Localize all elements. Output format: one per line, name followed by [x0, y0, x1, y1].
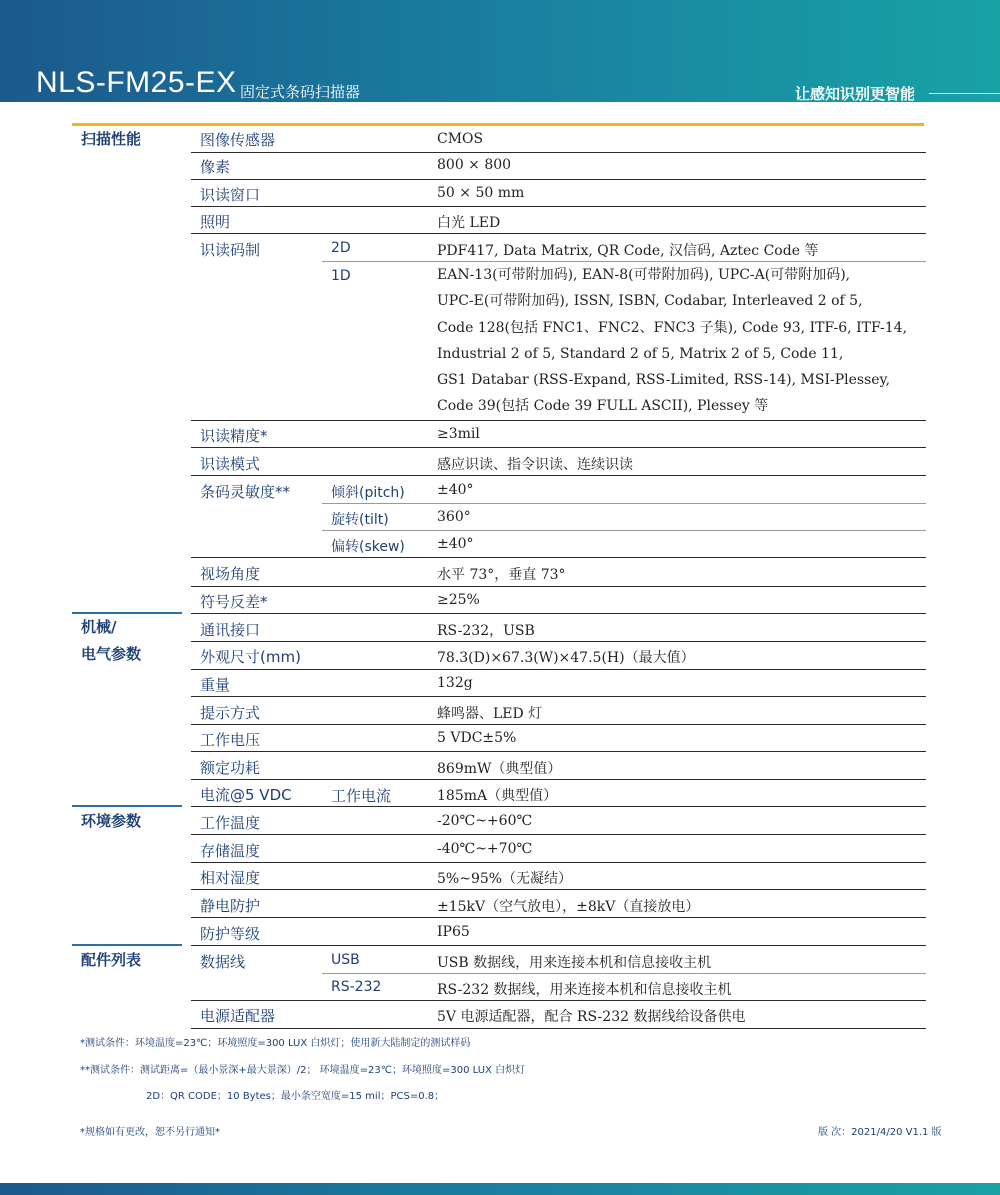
spec-label: 外观尺寸(mm) [200, 648, 301, 666]
spec-value-line: EAN-13(可带附加码), EAN-8(可带附加码), UPC-A(可带附加码), [437, 267, 851, 283]
disclaimer: *规格如有更改，恕不另行通知* [80, 1127, 220, 1138]
spec-label: 识读窗口 [200, 186, 261, 204]
spec-value: ≥3mil [437, 426, 480, 442]
spec-sublabel: 工作电流 [331, 787, 392, 805]
category-mechanical-2: 电气参数 [81, 645, 142, 663]
spec-value: -40℃~+70℃ [437, 841, 533, 857]
spec-value: 132g [437, 675, 473, 691]
spec-value: PDF417, Data Matrix, QR Code, 汉信码, Aztec Code 等 [437, 243, 819, 259]
spec-value-line: GS1 Databar (RSS-Expand, RSS-Limited, RSS-14), MSI-Plessey, [437, 372, 891, 389]
row-line [191, 696, 926, 725]
spec-label: 识读模式 [200, 455, 261, 473]
spec-value: 蜂鸣器、LED 灯 [437, 706, 543, 722]
spec-value: IP65 [437, 924, 470, 940]
spec-label: 数据线 [200, 953, 246, 971]
spec-value: 白光 LED [437, 215, 501, 231]
spec-value: RS-232，USB [437, 623, 535, 639]
spec-value: 感应识读、指令识读、连续识读 [437, 457, 633, 473]
footnote-1: *测试条件：环境温度=23℃；环境照度=300 LUX 白炽灯；使用新大陆制定的测试样码 [80, 1038, 471, 1049]
row-line [322, 475, 926, 504]
spec-value: 185mA（典型值） [437, 788, 558, 804]
spec-label: 提示方式 [200, 704, 261, 722]
category-scan: 扫描性能 [81, 130, 142, 148]
footer-bar [0, 1183, 1000, 1195]
spec-value-line: Industrial 2 of 5, Standard 2 of 5, Matrix 2 of 5, Code 11, [437, 345, 844, 362]
product-model: NLS-FM25-EX [36, 66, 237, 99]
slogan: 让感知识别更智能 [795, 85, 916, 103]
spec-label: 照明 [200, 213, 231, 231]
spec-label: 静电防护 [200, 897, 261, 915]
spec-label: 相对湿度 [200, 869, 261, 887]
spec-sublabel: RS-232 [331, 979, 382, 995]
footnote-2: **测试条件：测试距离=（最小景深+最大景深）/2； 环境温度=23℃；环境照度=300 LUX 白炽灯 [80, 1065, 526, 1076]
footnote-3: 2D：QR CODE；10 Bytes；最小条空宽度=15 mil；PCS=0.8； [146, 1091, 445, 1102]
spec-value: 800 × 800 [437, 157, 512, 173]
row-line [322, 503, 926, 531]
spec-sublabel: 旋转(tilt) [331, 512, 389, 528]
spec-sublabel: 倾斜(pitch) [331, 485, 405, 501]
spec-value: -20℃~+60℃ [437, 813, 533, 829]
spec-value: 水平 73°，垂直 73° [437, 567, 566, 583]
spec-label: 图像传感器 [200, 131, 276, 149]
spec-sublabel: 偏转(skew) [331, 539, 405, 555]
row-line [191, 586, 926, 614]
spec-label: 额定功耗 [200, 759, 261, 777]
spec-value: ±40° [437, 482, 474, 498]
spec-value: 50 × 50 mm [437, 185, 525, 201]
spec-label: 重量 [200, 676, 231, 694]
spec-label: 视场角度 [200, 565, 261, 583]
spec-value-1d [437, 262, 917, 420]
row-line [191, 126, 926, 153]
row-line [191, 779, 926, 807]
spec-label: 识读码制 [200, 241, 261, 259]
spec-label: 防护等级 [200, 925, 261, 943]
row-line [191, 724, 926, 752]
category-accessories: 配件列表 [81, 951, 142, 969]
spec-value: 5V 电源适配器，配合 RS-232 数据线给设备供电 [437, 1009, 746, 1025]
spec-label: 工作温度 [200, 814, 261, 832]
spec-value: 5%~95%（无凝结） [437, 871, 573, 887]
version-info: 版 次：2021/4/20 V1.1 版 [818, 1127, 942, 1138]
row-line [191, 917, 926, 946]
spec-label: 识读精度* [200, 427, 268, 445]
category-environment: 环境参数 [81, 812, 142, 830]
product-description: 固定式条码扫描器 [240, 83, 361, 101]
row-line [191, 669, 926, 697]
spec-sublabel: USB [331, 952, 360, 968]
category-divider [72, 944, 182, 946]
row-line [191, 420, 926, 448]
spec-value: 360° [437, 509, 471, 525]
row-line [191, 613, 926, 642]
spec-sublabel: 2D [331, 240, 351, 256]
slogan-line [929, 93, 1000, 94]
spec-value: ≥25% [437, 592, 480, 608]
spec-value-line: Code 39(包括 Code 39 FULL ASCII), Plessey 等 [437, 398, 769, 415]
row-line [191, 179, 926, 207]
row-line [191, 530, 926, 558]
spec-value: 5 VDC±5% [437, 730, 517, 746]
spec-value: 78.3(D)×67.3(W)×47.5(H)（最大值） [437, 650, 695, 666]
spec-label: 存储温度 [200, 842, 261, 860]
spec-label: 通讯接口 [200, 621, 261, 639]
row-line [191, 806, 926, 835]
spec-value-line: UPC-E(可带附加码), ISSN, ISBN, Codabar, Interleaved 2 of 5, [437, 293, 863, 310]
spec-value: 869mW（典型值） [437, 761, 562, 777]
row-line [191, 834, 926, 863]
spec-label: 电源适配器 [200, 1007, 276, 1025]
spec-value-line: Code 128(包括 FNC1、FNC2、FNC3 子集), Code 93, ITF-6, ITF-14, [437, 319, 908, 336]
spec-value: CMOS [437, 131, 484, 147]
category-divider [72, 805, 182, 807]
row-line [191, 206, 926, 234]
spec-label: 符号反差* [200, 593, 268, 611]
spec-label: 工作电压 [200, 731, 261, 749]
spec-label: 条码灵敏度** [200, 483, 291, 501]
category-mechanical-1: 机械/ [81, 618, 117, 636]
spec-label: 电流@5 VDC [200, 786, 292, 804]
spec-value: ±15kV（空气放电），±8kV（直接放电） [437, 899, 700, 915]
spec-value: ±40° [437, 536, 474, 552]
row-line [191, 152, 926, 180]
spec-value: RS-232 数据线，用来连接本机和信息接收主机 [437, 982, 732, 998]
spec-sublabel: 1D [331, 268, 351, 284]
spec-label: 像素 [200, 158, 231, 176]
spec-value: USB 数据线，用来连接本机和信息接收主机 [437, 955, 712, 971]
